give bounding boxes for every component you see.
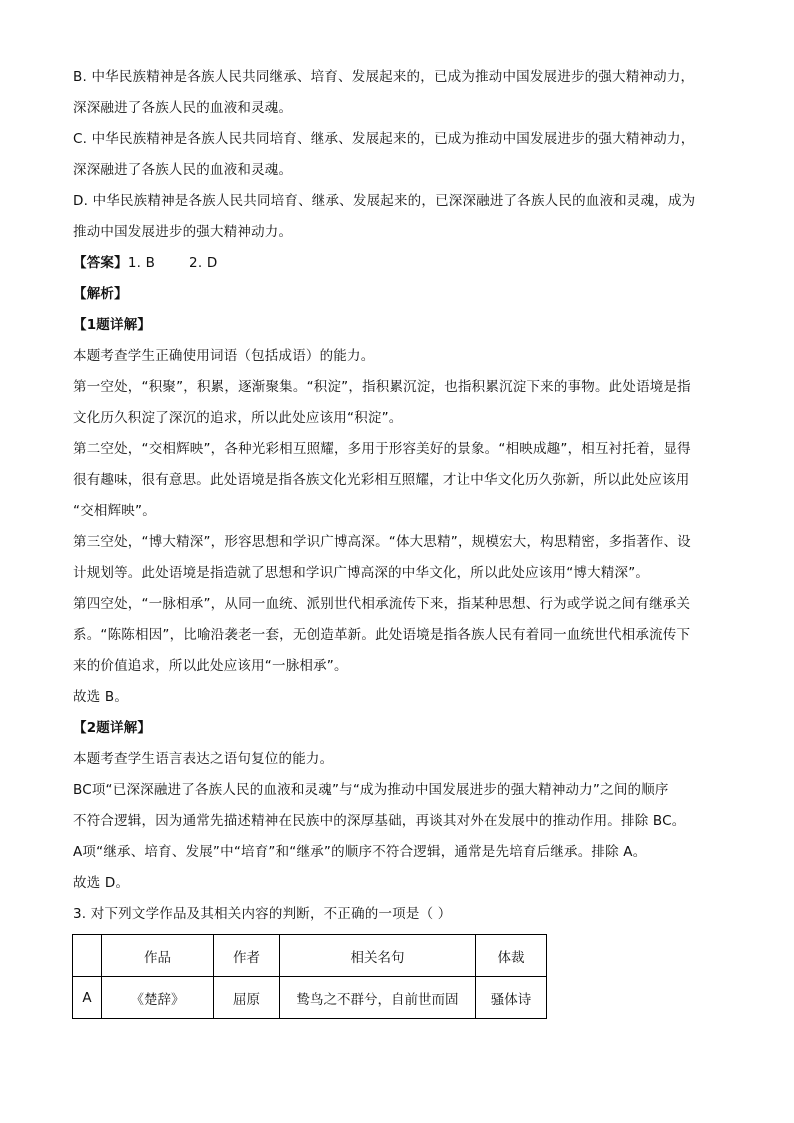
table-header-cell: 相关名句 xyxy=(280,935,476,977)
analysis-line: 本题考查学生正确使用词语（包括成语）的能力。 xyxy=(73,348,375,364)
analysis-line: 【2题详解】 xyxy=(73,720,152,736)
analysis-line: 故选 B。 xyxy=(73,689,129,705)
analysis-line: 不符合逻辑，因为通常先描述精神在民族中的深厚基础，再谈其对外在发展中的推动作用。排除 BC。 xyxy=(73,813,686,829)
question-3-table xyxy=(72,934,547,1019)
analysis-line: 第一空处，“积聚”，积累，逐渐聚集。“积淀”，指积累沉淀，也指积累沉淀下来的事物。此处语境是指 xyxy=(73,379,691,395)
analysis-line: 第四空处，“一脉相承”，从同一血统、派别世代相承流传下来，指某种思想、行为或学说之间有继承关 xyxy=(73,596,691,612)
table-header-row xyxy=(73,935,547,977)
table-header-cell xyxy=(73,935,102,977)
option-line: C. 中华民族精神是各族人民共同培育、继承、发展起来的，已成为推动中国发展进步的强大精神动力， xyxy=(73,131,695,147)
table-header-cell: 作品 xyxy=(102,935,214,977)
option-line: 深深融进了各族人民的血液和灵魂。 xyxy=(73,100,293,116)
analysis-line: 【解析】 xyxy=(73,286,128,302)
analysis-line: 故选 D。 xyxy=(73,875,130,891)
table-header-cell: 作者 xyxy=(214,935,280,977)
table-cell: 屈原 xyxy=(214,977,280,1019)
table-header-cell: 体裁 xyxy=(476,935,547,977)
option-line: B. 中华民族精神是各族人民共同继承、培育、发展起来的，已成为推动中国发展进步的强大精神动力， xyxy=(73,69,695,85)
analysis-block xyxy=(73,279,733,930)
analysis-line: 本题考查学生语言表达之语句复位的能力。 xyxy=(73,751,334,767)
analysis-line: 文化历久积淀了深沉的追求，所以此处应该用“积淀”。 xyxy=(73,410,403,426)
analysis-line: 【1题详解】 xyxy=(73,317,152,333)
table-cell: 骚体诗 xyxy=(476,977,547,1019)
analysis-line: “交相辉映”。 xyxy=(73,503,156,519)
analysis-line: 第三空处，“博大精深”，形容思想和学识广博高深。“体大思精”，规模宏大，构思精密，多指著作、设 xyxy=(73,534,691,550)
option-line: 深深融进了各族人民的血液和灵魂。 xyxy=(73,162,293,178)
analysis-line: 来的价值追求，所以此处应该用“一脉相承”。 xyxy=(73,658,348,674)
analysis-line: 计规划等。此处语境是指造就了思想和学识广博高深的中华文化，所以此处应该用“博大精深”。 xyxy=(73,565,650,581)
document-page xyxy=(73,62,733,930)
table-cell: 鸷鸟之不群兮，自前世而固 xyxy=(280,977,476,1019)
table-cell: 《楚辞》 xyxy=(102,977,214,1019)
table-row xyxy=(73,977,547,1019)
options-block xyxy=(73,62,733,248)
analysis-line: A项“继承、培育、发展”中“培育”和“继承”的顺序不符合逻辑，通常是先培育后继承。排除 A。 xyxy=(73,844,647,860)
table-cell: A xyxy=(73,977,102,1019)
analysis-line: 第二空处，“交相辉映”，各种光彩相互照耀，多用于形容美好的景象。“相映成趣”，相互衬托着，显得 xyxy=(73,441,691,457)
analysis-line: 很有趣味，很有意思。此处语境是指各族文化光彩相互照耀，才让中华文化历久弥新，所以此处应该用 xyxy=(73,472,690,488)
answer-line xyxy=(73,248,733,279)
analysis-line: 3. 对下列文学作品及其相关内容的判断，不正确的一项是（ ） xyxy=(73,906,452,922)
answer-1: 1. B xyxy=(127,255,156,271)
option-line: D. 中华民族精神是各族人民共同培育、继承、发展起来的，已深深融进了各族人民的血液和灵魂，成为 xyxy=(73,193,696,209)
option-line: 推动中国发展进步的强大精神动力。 xyxy=(73,224,293,240)
analysis-line: BC项“已深深融进了各族人民的血液和灵魂”与“成为推动中国发展进步的强大精神动力”之间的顺序 xyxy=(73,782,669,798)
analysis-line: 系。“陈陈相因”，比喻沿袭老一套，无创造革新。此处语境是指各族人民有着同一血统世代相承流传下 xyxy=(73,627,691,643)
answer-label: 【答案】 xyxy=(73,255,128,271)
answer-2: 2. D xyxy=(189,255,218,271)
